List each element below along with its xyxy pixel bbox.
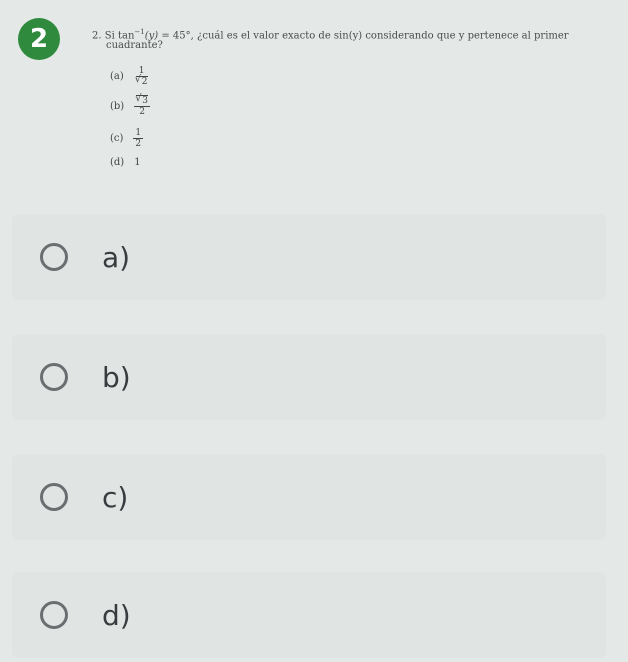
question-continuation: cuadrante?: [106, 40, 163, 51]
fraction: [133, 128, 143, 149]
radio-button[interactable]: [40, 363, 68, 391]
question-number-badge: 2: [18, 18, 60, 60]
question-arg: (y): [144, 30, 159, 42]
choice-letter: (b): [110, 101, 125, 112]
question-text-after: ¿cuál es el valor exacto de sin(y) considerando que y pertenece al primer: [197, 30, 569, 42]
question-number: 2.: [92, 30, 102, 42]
choice-d: [110, 157, 141, 168]
radio-button[interactable]: [40, 483, 68, 511]
choice-b: [110, 96, 150, 117]
fraction-denominator: 2: [139, 107, 145, 117]
question-function: tan: [117, 30, 135, 42]
choice-a: [110, 66, 150, 87]
answer-label: a): [102, 240, 131, 274]
question-equals: = 45°,: [161, 30, 194, 42]
sqrt-radicand: √ 2: [136, 76, 148, 87]
answer-option-a[interactable]: [12, 214, 606, 300]
answer-option-c[interactable]: [12, 454, 606, 540]
fraction-denominator: [134, 77, 150, 87]
choice-letter: (a): [110, 71, 124, 82]
choice-value: 1: [134, 157, 141, 168]
fraction-denominator: 2: [135, 139, 142, 149]
fraction-numerator: [134, 96, 150, 107]
question-exponent: −1: [134, 28, 145, 36]
answer-label: c): [102, 480, 129, 514]
choice-letter: (c): [110, 133, 124, 144]
answer-option-b[interactable]: [12, 334, 606, 420]
answer-label: d): [102, 598, 131, 632]
fraction: [134, 66, 150, 87]
fraction-numerator: 1: [135, 128, 142, 138]
fraction: [134, 96, 150, 117]
radio-button[interactable]: [40, 243, 68, 271]
answer-option-d[interactable]: [12, 572, 606, 658]
choice-c: [110, 128, 143, 149]
fraction-numerator: 1: [138, 66, 145, 76]
answer-label: b): [102, 360, 131, 394]
sqrt-radicand: √ 3: [136, 95, 148, 106]
choice-letter: (d): [110, 157, 125, 168]
radio-button[interactable]: [40, 601, 68, 629]
question-intro: Si: [104, 30, 115, 42]
question-text: [92, 27, 612, 41]
